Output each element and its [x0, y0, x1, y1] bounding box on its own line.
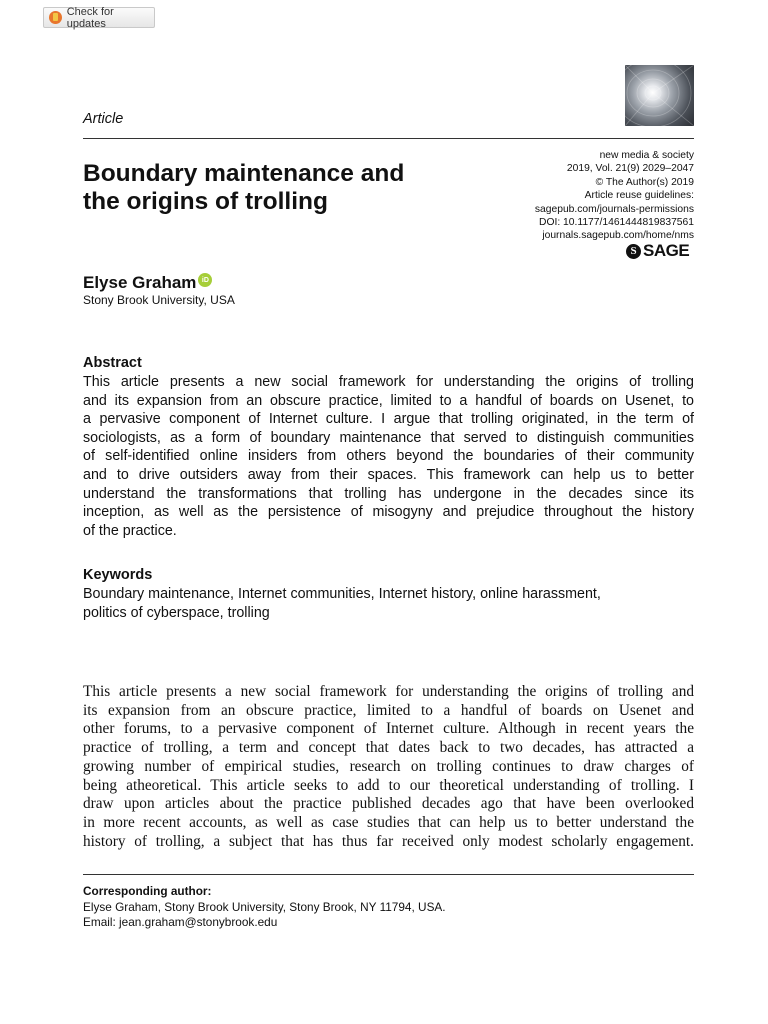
abstract-text	[83, 373, 694, 540]
abstract-line: a pervasive component of Internet culture. I argue that trolling originated, in the term of	[83, 411, 694, 428]
abstract-line: This article presents a new social framework for understanding the origins of trolling	[83, 374, 694, 390]
article-type-label: Article	[83, 111, 124, 127]
abstract-line: and its expansion from an obscure practice, limited to a handful of boards on Usenet, to	[83, 392, 694, 409]
abstract-line: of the practice.	[83, 522, 177, 539]
volume-info: 2019, Vol. 21(9) 2029–2047	[566, 163, 694, 175]
sage-logo-icon: S	[626, 244, 641, 259]
sage-logo	[626, 241, 689, 261]
body-line: history of trolling, a subject that has thus far received only modest scholarly engagement.	[83, 832, 694, 850]
body-line: growing number of empirical studies, research on trolling continues to draw charges of	[83, 757, 694, 775]
body-line: other forums, to a pervasive component of Internet culture. Although in recent years the	[83, 720, 694, 738]
author	[83, 273, 212, 293]
footnote-divider	[83, 874, 694, 875]
check-for-updates-button[interactable]	[43, 7, 155, 28]
keywords-heading: Keywords	[83, 567, 153, 583]
body-line: draw upon articles about the practice published decades ago that have been overlooked	[83, 795, 694, 813]
crossmark-icon	[49, 11, 62, 24]
check-for-updates-label: Check for updates	[66, 5, 114, 30]
abstract-line: inception, as well as the persistence of misogyny and prejudice throughout the history	[83, 504, 694, 521]
journal-metadata	[535, 149, 694, 243]
keywords-line: politics of cyberspace, trolling	[83, 604, 270, 621]
journal-name: new media & society	[599, 150, 694, 161]
copyright: © The Author(s) 2019	[595, 176, 694, 188]
body-line: practice of trolling, a term and concept that dates back to two decades, has attracted a	[83, 739, 694, 757]
body-line: in more recent accounts, as well as case studies that can help us to better understand the	[83, 813, 694, 831]
author-affiliation: Stony Brook University, USA	[83, 293, 235, 307]
orcid-icon[interactable]: iD	[198, 273, 212, 287]
abstract-heading: Abstract	[83, 355, 142, 371]
body-paragraph	[83, 683, 694, 851]
doi-link[interactable]: DOI: 10.1177/1461444819837561	[539, 217, 694, 229]
body-line: being atheoretical. This article seeks to add to our theoretical understanding of trolling. I	[83, 776, 694, 794]
reuse-guidelines-label: Article reuse guidelines:	[584, 190, 694, 202]
corresponding-author	[83, 884, 446, 931]
abstract-line: of self-identified online insiders from others beyond the boundaries of their community	[83, 448, 694, 465]
corresponding-author-address: Elyse Graham, Stony Brook University, Stony Brook, NY 11794, USA.	[83, 899, 446, 914]
journal-cover-image	[625, 65, 694, 126]
sage-logo-text: SAGE	[643, 241, 690, 260]
article-title	[83, 160, 503, 216]
abstract-line: and to drive outsiders away from their spaces. This framework can help us to better	[83, 466, 694, 483]
abstract-line: sociologists, as a form of boundary maintenance that served to distinguish communities	[83, 429, 694, 446]
corresponding-author-label: Corresponding author:	[83, 884, 212, 898]
corresponding-author-email[interactable]: Email: jean.graham@stonybrook.edu	[83, 915, 278, 929]
permissions-link[interactable]: sagepub.com/journals-permissions	[534, 203, 694, 215]
body-line: This article presents a new social framework for understanding the origins of trolling and	[83, 683, 694, 700]
journal-home-link[interactable]: journals.sagepub.com/home/nms	[542, 230, 694, 242]
body-line: its expansion from an obscure practice, limited to a handful of boards on Usenet and	[83, 701, 694, 719]
keywords-text	[83, 585, 694, 622]
title-line: the origins of trolling	[83, 188, 328, 215]
header-divider	[83, 138, 694, 139]
keywords-line: Boundary maintenance, Internet communities, Internet history, online harassment,	[83, 586, 601, 602]
title-line: Boundary maintenance and	[83, 160, 405, 187]
author-name: Elyse Graham	[83, 273, 197, 292]
abstract-line: understand the transformations that trolling has undergone in the decades since its	[83, 485, 694, 502]
